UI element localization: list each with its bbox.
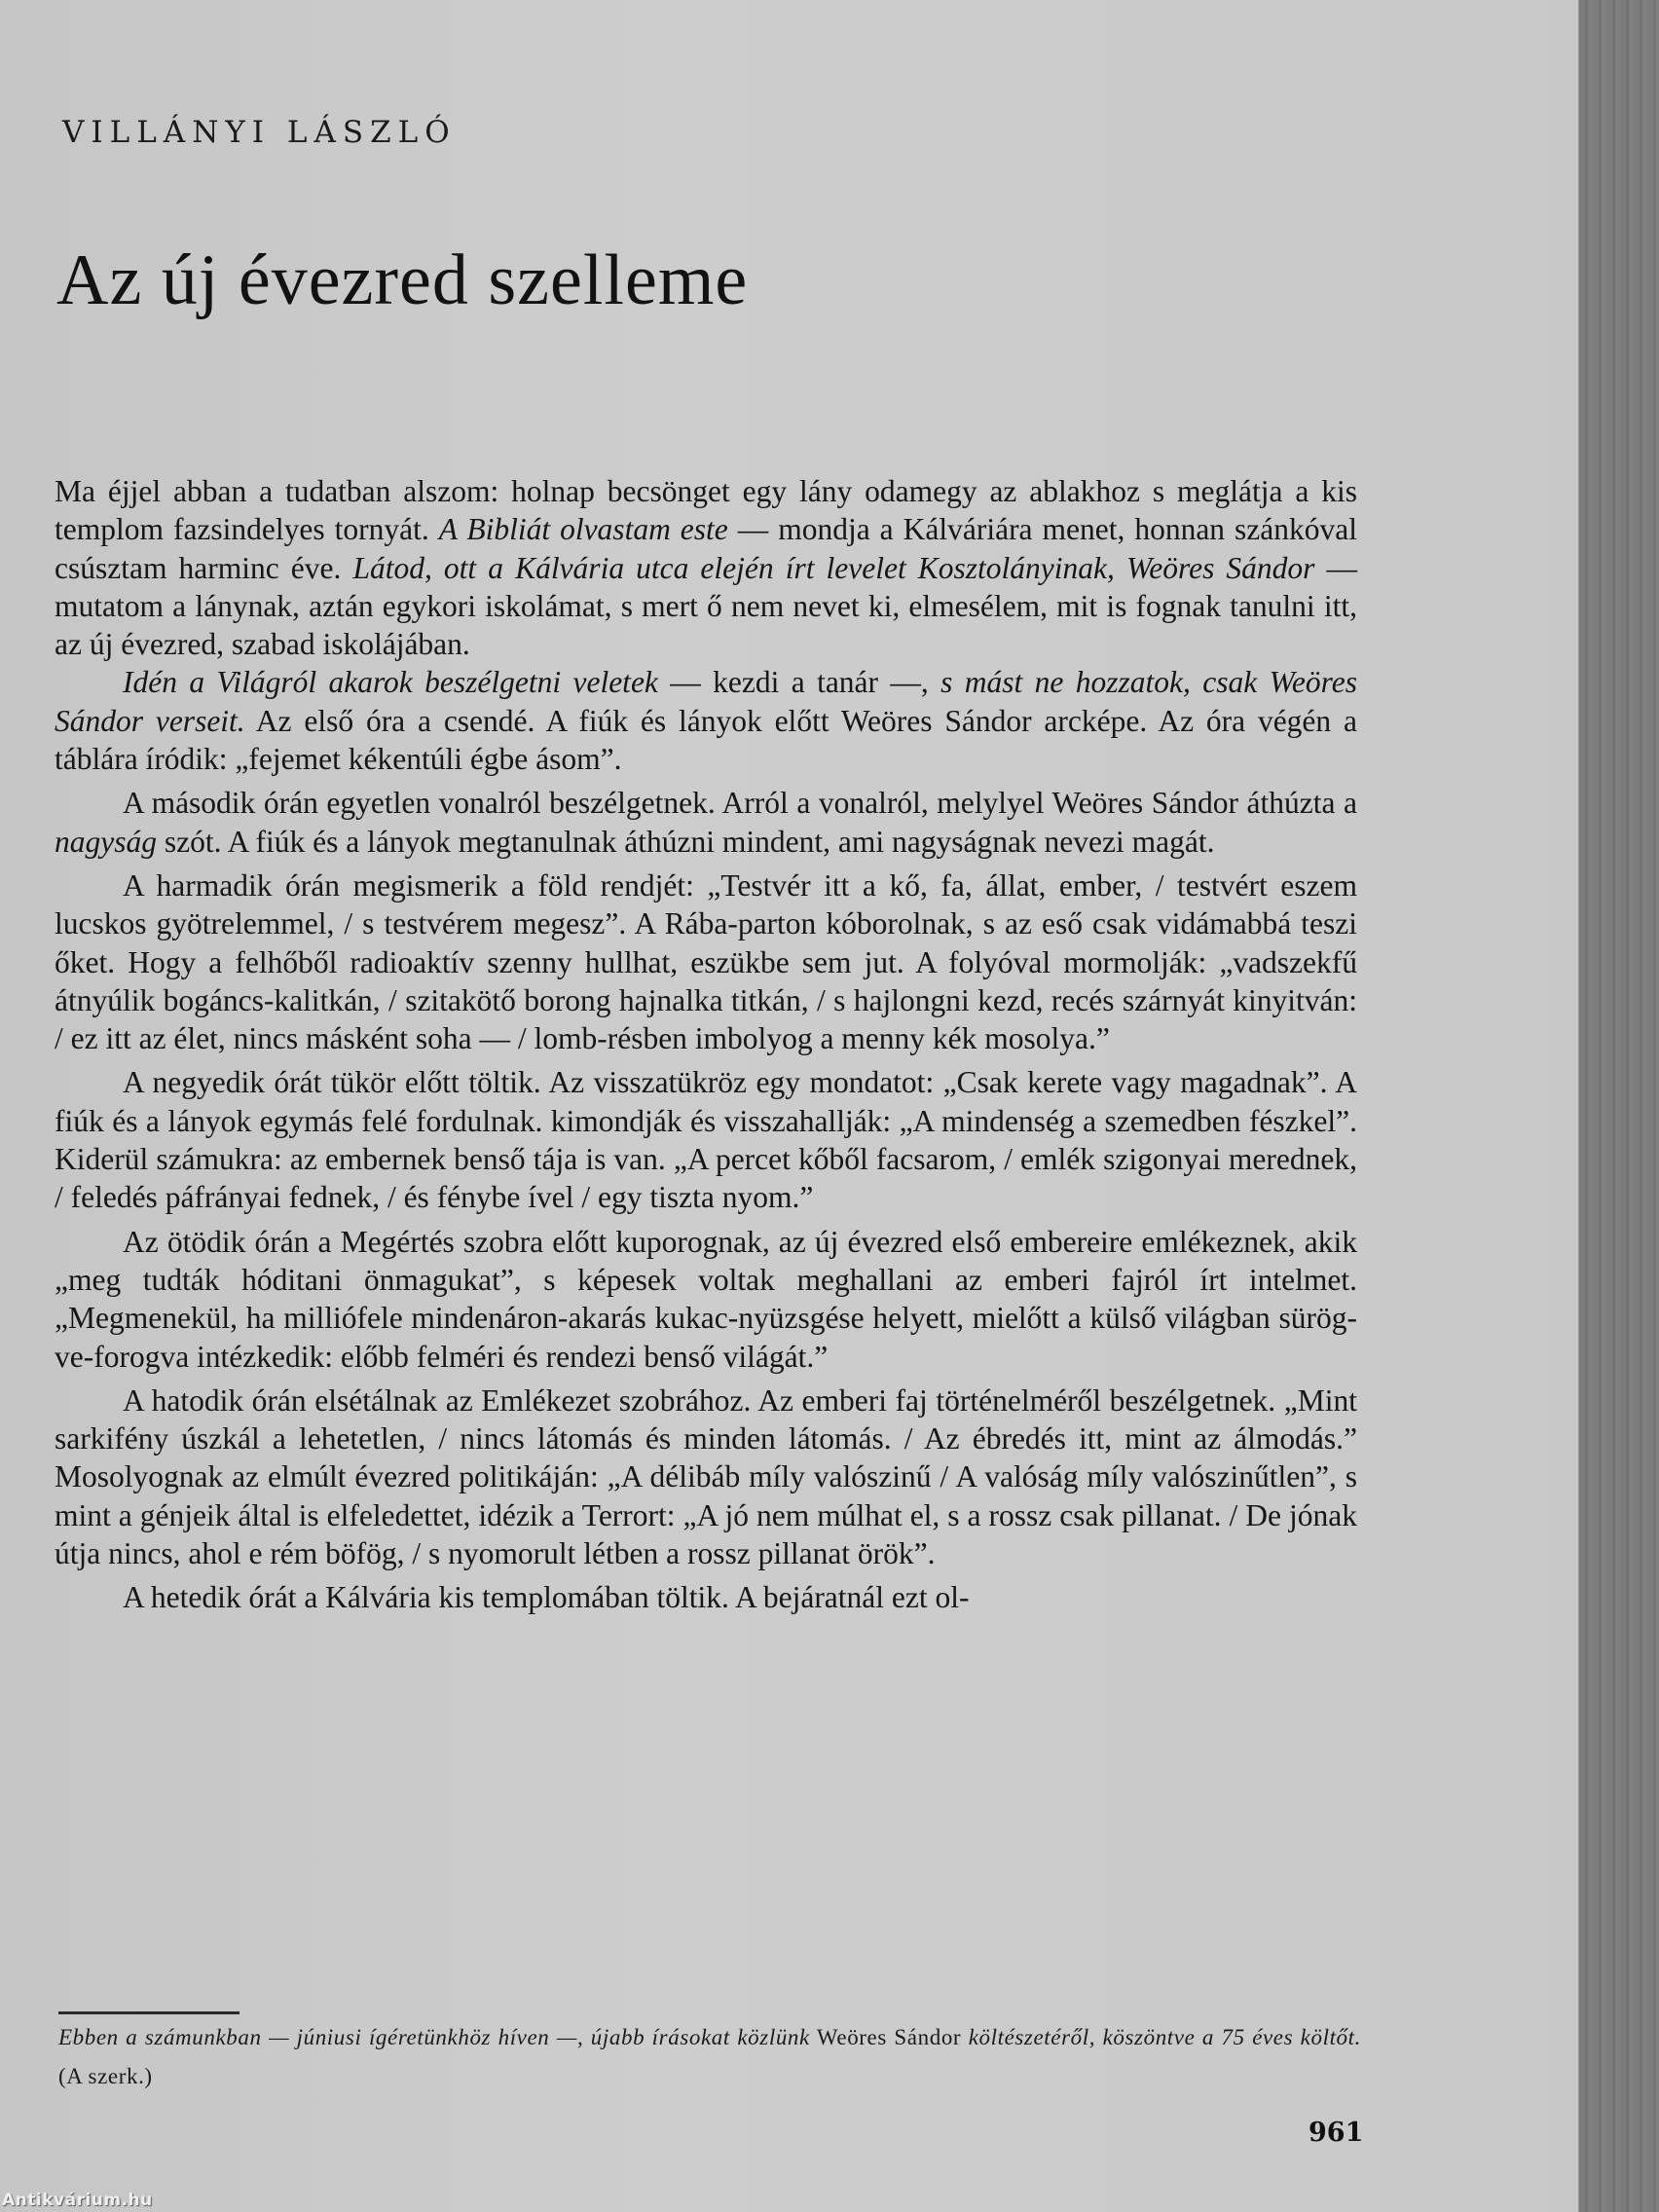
italic-run: Látod, ott a Kálvária utca elején írt levelet Kosztolányinak, Weöres Sándor <box>352 550 1315 585</box>
paragraph <box>55 866 1357 1057</box>
italic-run: s mást ne hozzatok, csak Weöres Sándor verseit. <box>55 665 1357 738</box>
footnote-divider <box>58 2011 240 2014</box>
paragraph <box>55 1223 1357 1376</box>
italic-run: költészetéről, köszöntve a 75 éves költőt. <box>968 2025 1361 2049</box>
text-run: — mutatom a lánynak, aztán egykori iskolámat, s mert ő nem nevet ki, elmesélem, mit is fognak tanulni itt, az új évezred, szabad iskolájában. <box>55 550 1358 662</box>
text-run: A hetedik órát a Kálvária kis templomában töltik. A bejáratnál ezt ol- <box>123 1580 970 1615</box>
italic-run: Ebben a számunkban — júniusi ígéretünkhöz híven —, újabb írásokat közlünk <box>58 2025 810 2049</box>
text-run: Weöres Sándor <box>809 2025 969 2049</box>
italic-run: A Bibliát olvastam este <box>438 512 728 547</box>
text-run: Az ötödik órán a Megértés szobra előtt kuporognak, az új évezred első embereire emlékeznek, akik „meg tudták hóditani önmagukat”, s képesek voltak meghallani az emberi fajról írt intelmet. „Megmenekül, ha milliófele mindenáron-akarás kukac-nyüzsgése helyett, mielőtt a külső világban sürögve-forogva intézkedik: előbb felméri és rendezi benső világát.” <box>55 1224 1357 1374</box>
text-run: A harmadik órán megismerik a föld rendjét: „Testvér itt a kő, fa, állat, ember, / testvért eszem lucskos gyötrelemmel, / s testvérem megesz”. A Rába-parton kóborolnak, s az eső csak vidámabbá teszi őket. Hogy a felhőből radioaktív szenny hullhat, eszükbe sem jut. A folyóval mormolják: „vadszekfű átnyúlik bogáncs-kalitkán, / szitakötő borong hajnalka titkán, / s hajlongni kezd, recés szárnyát kinyitván: / ez itt az élet, nincs másként soha — / lomb-résben imbolyog a menny kék mosolya.” <box>55 867 1357 1056</box>
book-spine-edge <box>1578 0 1659 2212</box>
text-run: A negyedik órát tükör előtt töltik. Az visszatükröz egy mondatot: „Csak kerete vagy magadnak”. A fiúk és a lányok egymás felé fordulnak. kimondják és visszahallják: „A mindenség a szemedben fészkel”. Kiderül számukra: az embernek benső tája is van. „A percet kőből facsarom, / emlék szigonyai merednek, / feledés páfrányai fednek, / és fénybe ível / egy tiszta nyom.” <box>55 1065 1357 1215</box>
author-name: VILLÁNYI LÁSZLÓ <box>62 115 457 150</box>
paragraph <box>55 1578 1357 1616</box>
text-run: szót. A fiúk és a lányok megtanulnak áthúzni mindent, ami nagyságnak nevezi magát. <box>157 824 1215 859</box>
article-title: Az új évezred szelleme <box>56 240 749 320</box>
article-body <box>55 472 1357 1617</box>
paragraph <box>55 784 1357 861</box>
text-run: Az első óra a csendé. A fiúk és lányok előtt Weöres Sándor arcképe. Az óra végén a táblára íródik: „fejemet kékentúli égbe ásom”. <box>55 703 1357 777</box>
page-number: 961 <box>1309 2118 1364 2148</box>
paragraph <box>55 472 1357 663</box>
paragraph <box>55 1382 1357 1572</box>
text-run: (A szerk.) <box>58 2064 153 2088</box>
italic-run: Idén a Világról akarok beszélgetni veletek <box>123 665 658 700</box>
text-run: A második órán egyetlen vonalról beszélgetnek. Arról a vonalról, melylyel Weöres Sándor áthúzta a <box>123 786 1357 821</box>
watermark: Antikvárium.hu <box>2 2191 153 2210</box>
text-run: — mondja a Kálváriára menet, honnan szánkóval csúsztam harminc éve. <box>55 512 1357 585</box>
paragraph <box>55 663 1357 778</box>
italic-run: nagyság <box>55 824 157 859</box>
text-run: — kezdi a tanár —, <box>657 665 941 700</box>
editorial-footnote <box>58 2018 1361 2096</box>
text-run: A hatodik órán elsétálnak az Emlékezet szobrához. Az emberi faj történelméről beszélgetnek. „Mint sarkifény úszkál a lehetetlen, / nincs látomás és minden látomás. / Az ébredés itt, mint az álmodás.” Mosolyognak az elmúlt évezred politikáján: „A délibáb míly valószinű / A valóság míly valószinűtlen”, s mint a génjeik által is elfeledettet, idézik a Terrort: „A jó nem múlhat el, s a rossz csak pillanat. / De jónak útja nincs, ahol e rém böfög, / s nyomorult létben a rossz pillanat örök”. <box>55 1382 1357 1571</box>
text-run: Ma éjjel abban a tudatban alszom: holnap becsönget egy lány odamegy az ablakhoz s meglátja a kis templom fazsindelyes tornyát. <box>55 474 1357 547</box>
paragraph <box>55 1063 1357 1216</box>
